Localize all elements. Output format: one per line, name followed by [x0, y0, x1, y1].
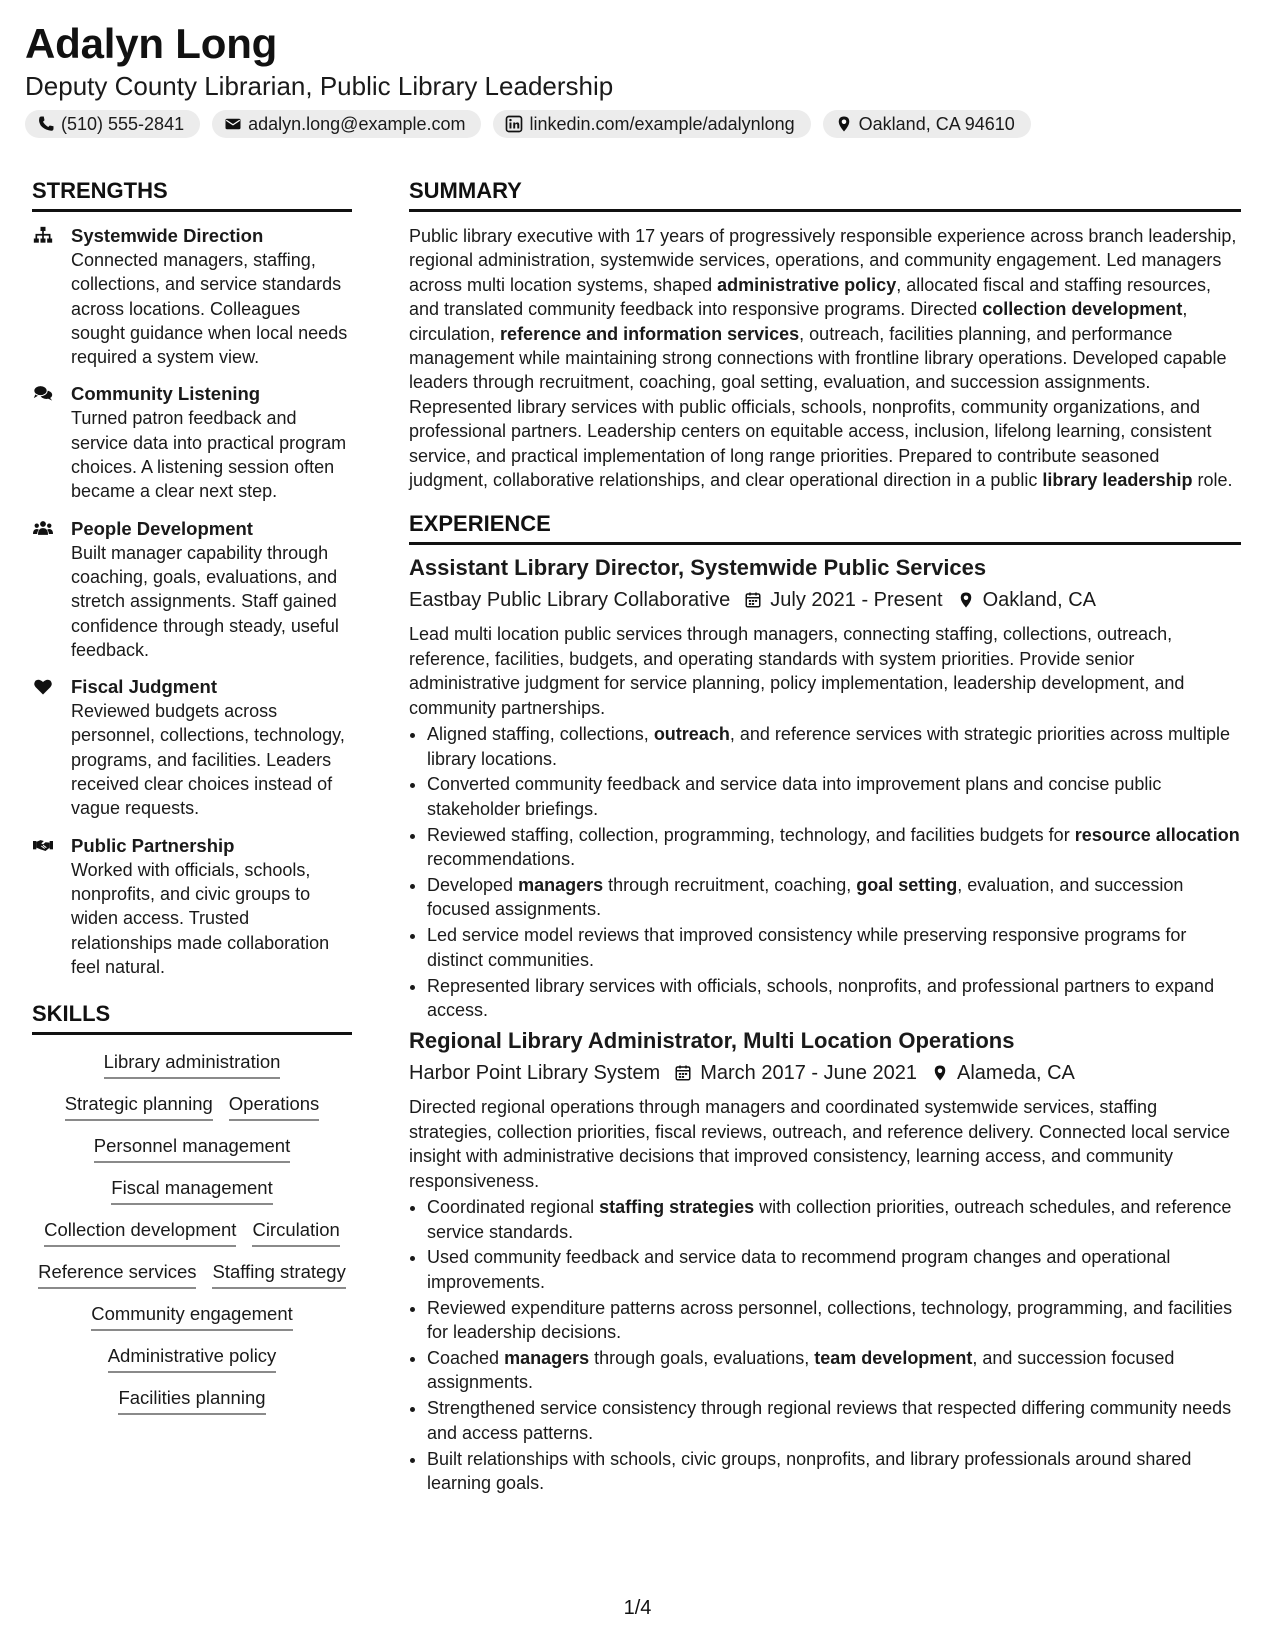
- strength-title: Public Partnership: [71, 834, 235, 856]
- job-location: Oakland, CA: [982, 589, 1096, 612]
- job-organization: Eastbay Public Library Collaborative: [409, 589, 731, 612]
- strength-item: [32, 675, 352, 820]
- skill-tag: Collection development: [44, 1219, 236, 1247]
- contact-chip-linkedin[interactable]: [493, 110, 810, 138]
- page-number: 1/4: [623, 1597, 652, 1619]
- job-bullet: • Built relationships with schools, civic groups, nonprofits, and library professionals around shared learning goals.: [427, 1447, 1241, 1496]
- calendar-icon: [674, 1064, 692, 1082]
- contact-text: (510) 555-2841: [61, 113, 185, 134]
- strength-description: Built manager capability through coaching, goals, evaluations, and stretch assignments. Staff gained confidence through steady, useful feedback.: [71, 542, 339, 660]
- job-bullet: • Aligned staffing, collections, outreach, and reference services with strategic priorities across multiple library locations.: [427, 722, 1241, 771]
- strengths-list: [32, 224, 352, 979]
- candidate-headline: Deputy County Librarian, Public Library Leadership: [25, 71, 614, 101]
- strength-title: Community Listening: [71, 383, 261, 405]
- skill-tag: Library administration: [104, 1051, 281, 1079]
- handshake-icon: [32, 836, 54, 856]
- job-entry: [409, 553, 1241, 1022]
- summary-text: Public library executive with 17 years of progressively responsible experience across branch leadership, regional administration, systemwide services, operations, and community engagement. Led managers across multi location systems, shaped administrative policy, allocated fiscal and staffing resources, and translated community feedback into responsive programs. Directed collection development, circulation, reference and information services, outreach, facilities planning, and performance management while maintaining strong connections with frontline library operations. Developed capable leaders through recruitment, coaching, goal setting, evaluation, and succession assignments. Represented library services with public officials, schools, nonprofits, community organizations, and professional partners. Leadership centers on equitable access, inclusion, lifelong learning, consistent service, and practical implementation of long range priorities. Prepared to contribute seasoned judgment, collaborative relationships, and clear operational direction in a public library leadership role.: [409, 226, 1237, 491]
- job-title: Assistant Library Director, Systemwide Public Services: [409, 555, 987, 581]
- skill-tag: Community engagement: [91, 1303, 293, 1331]
- job-description: Lead multi location public services through managers, connecting staffing, collections, outreach, reference, facilities, budgets, and operating standards with system priorities. Provide senior administrative judgment for service planning, policy implementation, leadership development, and community partnerships.: [409, 624, 1185, 718]
- strength-item: [32, 517, 352, 662]
- job-bullet: • Led service model reviews that improved consistency while preserving responsive programs for distinct communities.: [427, 923, 1241, 972]
- job-bullet: • Represented library services with officials, schools, nonprofits, and professional partners to expand access.: [427, 974, 1241, 1023]
- skill-tag: Operations: [229, 1093, 320, 1121]
- job-bullet: • Reviewed expenditure patterns across personnel, collections, technology, programming, and facilities for leadership decisions.: [427, 1296, 1241, 1345]
- strength-title: Systemwide Direction: [71, 225, 264, 246]
- job-bullet: • Coached managers through goals, evaluations, team development, and succession focused assignments.: [427, 1346, 1241, 1395]
- job-description: Directed regional operations through managers and coordinated systemwide services, staffing strategies, collection priorities, fiscal reviews, outreach, and reference delivery. Connected local service insight with administrative decisions that improved consistency, learning access, and community responsiveness.: [409, 1097, 1231, 1191]
- job-entry: [409, 1026, 1241, 1495]
- contact-text: Oakland, CA 94610: [858, 113, 1015, 134]
- heart-icon: [32, 677, 54, 697]
- experience-list: [409, 553, 1241, 1495]
- linkedin-icon: [505, 115, 523, 133]
- job-bullets: [409, 1195, 1241, 1495]
- right-column: [409, 178, 1241, 1497]
- job-bullet: • Strengthened service consistency through regional reviews that respected differing community needs and access patterns.: [427, 1396, 1241, 1445]
- job-bullet: • Reviewed staffing, collection, programming, technology, and facilities budgets for resource allocation recommendations.: [427, 823, 1241, 872]
- job-meta: [409, 585, 1241, 615]
- contact-chip-location-pin[interactable]: [823, 110, 1031, 138]
- job-dates: March 2017 - June 2021: [700, 1062, 918, 1085]
- strength-description: Turned patron feedback and service data into practical program choices. A listening session often became a clear next step.: [71, 408, 347, 502]
- sitemap-icon: [32, 226, 54, 246]
- skill-tag: Staffing strategy: [212, 1261, 345, 1289]
- strength-description: Connected managers, staffing, collections, and service standards across locations. Colleagues sought guidance when local needs required a system view.: [71, 250, 348, 368]
- skill-tag: Circulation: [252, 1219, 339, 1247]
- strength-item: [32, 224, 352, 369]
- strength-item: [32, 834, 352, 979]
- skill-tag: Administrative policy: [108, 1345, 277, 1373]
- skill-tag: Fiscal management: [111, 1177, 272, 1205]
- location-pin-icon: [835, 115, 853, 133]
- comments-icon: [32, 384, 54, 404]
- skill-tag: Personnel management: [94, 1135, 290, 1163]
- skill-tag: Reference services: [38, 1261, 196, 1289]
- strength-item: [32, 382, 352, 503]
- strength-description: Worked with officials, schools, nonprofits, and civic groups to widen access. Trusted relationships made collaboration feel natural.: [71, 859, 330, 977]
- strength-title: People Development: [71, 517, 253, 539]
- contact-text: adalyn.long@example.com: [248, 113, 466, 134]
- job-organization: Harbor Point Library System: [409, 1062, 661, 1085]
- location-pin-icon: [957, 591, 975, 609]
- job-bullets: [409, 722, 1241, 1022]
- skill-tag: Facilities planning: [118, 1387, 265, 1415]
- job-bullet: • Developed managers through recruitment, coaching, goal setting, evaluation, and succession focused assignments.: [427, 873, 1241, 922]
- candidate-name: Adalyn Long: [25, 20, 278, 67]
- strength-title: Fiscal Judgment: [71, 676, 217, 698]
- skill-tag: Strategic planning: [65, 1093, 213, 1121]
- job-bullet: • Used community feedback and service data to recommend program changes and operational improvements.: [427, 1245, 1241, 1294]
- contact-chip-phone[interactable]: [25, 110, 200, 138]
- phone-icon: [37, 115, 55, 133]
- job-dates: July 2021 - Present: [770, 589, 943, 612]
- contact-chip-envelope[interactable]: [212, 110, 481, 138]
- skills-heading: SKILLS: [32, 1001, 352, 1035]
- users-icon: [32, 519, 54, 539]
- strengths-heading: STRENGTHS: [32, 178, 352, 212]
- job-title: Regional Library Administrator, Multi Location Operations: [409, 1028, 1015, 1054]
- experience-heading: EXPERIENCE: [409, 511, 1241, 545]
- contact-bar: [25, 110, 1031, 138]
- job-meta: [409, 1058, 1241, 1088]
- summary-heading: SUMMARY: [409, 178, 1241, 212]
- calendar-icon: [744, 591, 762, 609]
- envelope-icon: [224, 115, 242, 133]
- skills-list: [32, 1047, 352, 1415]
- location-pin-icon: [931, 1064, 949, 1082]
- job-bullet: • Coordinated regional staffing strategies with collection priorities, outreach schedules, and reference service standards.: [427, 1195, 1241, 1244]
- contact-text: linkedin.com/example/adalynlong: [529, 113, 795, 134]
- job-location: Alameda, CA: [957, 1062, 1075, 1085]
- job-bullet: • Converted community feedback and service data into improvement plans and concise public stakeholder briefings.: [427, 772, 1241, 821]
- left-column: [32, 178, 352, 1415]
- strength-description: Reviewed budgets across personnel, collections, technology, programs, and facilities. Leaders received clear choices instead of vague requests.: [71, 701, 345, 819]
